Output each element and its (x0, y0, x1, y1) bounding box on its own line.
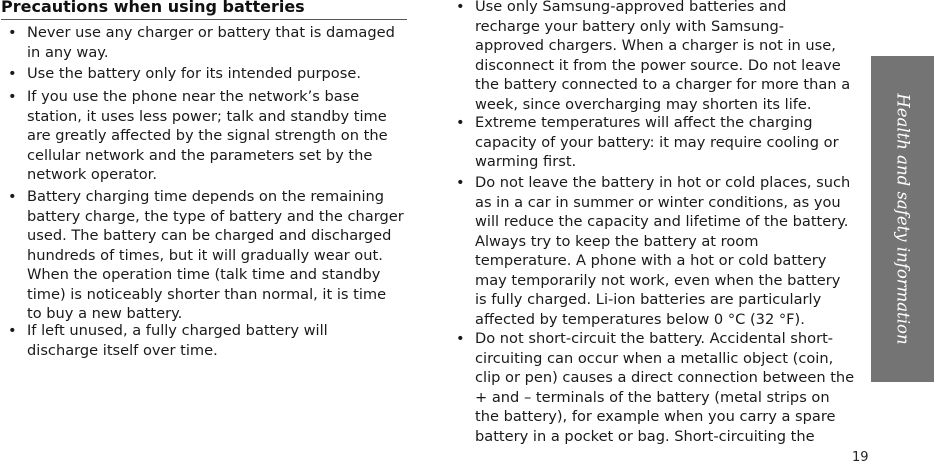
bullet-line: + and – terminals of the battery (metal strips on (475, 388, 830, 406)
bullet-line: Do not short-circuit the battery. Accidental short- (475, 330, 834, 347)
bullet-line: Do not leave the battery in hot or cold places, such (475, 174, 851, 191)
bullet-line: to buy a new battery. (27, 305, 183, 322)
bullet-line: battery in a pocket or bag. Short-circuiting the (475, 427, 815, 445)
bullet-line: may temporarily not work, even when the battery (475, 271, 841, 289)
bullet-line: will reduce the capacity and lifetime of the battery. (475, 213, 849, 230)
side-tab (871, 56, 934, 382)
bullet-marker: • (8, 322, 17, 339)
page-number: 19 (852, 450, 869, 465)
bullet-marker: • (8, 24, 17, 41)
bullet-text (475, 113, 857, 172)
bullet-line: Use the battery only for its intended purpose. (27, 65, 361, 82)
bullet-marker: • (8, 188, 17, 205)
bullet-marker: • (8, 65, 17, 82)
bullet-line: If you use the phone near the network’s base (27, 88, 360, 105)
bullet-line: Use only Samsung-approved batteries and (475, 0, 787, 15)
bullet-marker: • (8, 88, 17, 105)
bullet-line: Extreme temperatures will affect the charging (475, 114, 813, 131)
bullet-text (475, 329, 857, 446)
bullet-marker: • (456, 114, 465, 131)
bullet-line: Battery charging time depends on the remaining (27, 188, 385, 205)
bullet-line: circuiting can occur when a metallic object (coin, (475, 349, 834, 367)
bullet-line: If left unused, a fully charged battery will (27, 322, 328, 339)
bullet-line: discharge itself over time. (27, 341, 218, 359)
bullet-line: station, it uses less power; talk and standby time (27, 107, 387, 125)
bullet-line: recharge your battery only with Samsung- (475, 17, 785, 35)
bullet-marker: • (456, 0, 465, 15)
bullet-line: disconnect it from the power source. Do not leave (475, 56, 841, 74)
bullet-line: the battery), for example when you carry a spare (475, 408, 836, 425)
bullet-text (27, 64, 409, 84)
bullet-text (27, 187, 409, 324)
bullet-line: Never use any charger or battery that is damaged (27, 24, 395, 41)
bullet-line: network operator. (27, 166, 157, 183)
bullet-text (27, 23, 409, 62)
bullet-line: cellular network and the parameters set by the (27, 146, 373, 164)
bullet-line: the battery connected to a charger for more than a (475, 76, 851, 93)
bullet-line: are greatly affected by the signal strength on the (27, 127, 388, 144)
bullet-text (475, 173, 857, 329)
bullet-line: capacity of your battery: it may require cooling or (475, 133, 839, 151)
bullet-line: temperature. A phone with a hot or cold battery (475, 252, 827, 269)
bullet-line: Always try to keep the battery at room (475, 232, 759, 250)
bullet-line: used. The battery can be charged and discharged (27, 227, 392, 244)
bullet-text (27, 321, 409, 360)
bullet-line: as in a car in summer or winter conditions, as you (475, 193, 841, 211)
bullet-line: time) is noticeably shorter than normal, it is time (27, 285, 387, 303)
bullet-line: clip or pen) causes a direct connection between the (475, 369, 855, 386)
bullet-line: is fully charged. Li-ion batteries are particularly (475, 291, 822, 308)
bullet-line: in any way. (27, 43, 109, 61)
bullet-marker: • (456, 174, 465, 191)
bullet-marker: • (456, 330, 465, 347)
bullet-line: week, since overcharging may shorten its life. (475, 95, 812, 113)
heading-divider (1, 19, 407, 20)
section-heading: Precautions when using batteries (1, 0, 305, 16)
bullet-line: affected by temperatures below 0 °C (32 °F). (475, 310, 805, 328)
bullet-text (475, 0, 857, 114)
bullet-line: warming first. (475, 153, 577, 170)
bullet-line: hundreds of times, but it will gradually wear out. (27, 246, 383, 264)
side-tab-label: Health and safety information (893, 93, 912, 345)
bullet-line: battery charge, the type of battery and the charger (27, 207, 404, 225)
bullet-line: approved chargers. When a charger is not in use, (475, 37, 836, 54)
bullet-text (27, 87, 409, 185)
bullet-line: When the operation time (talk time and standby (27, 266, 381, 283)
